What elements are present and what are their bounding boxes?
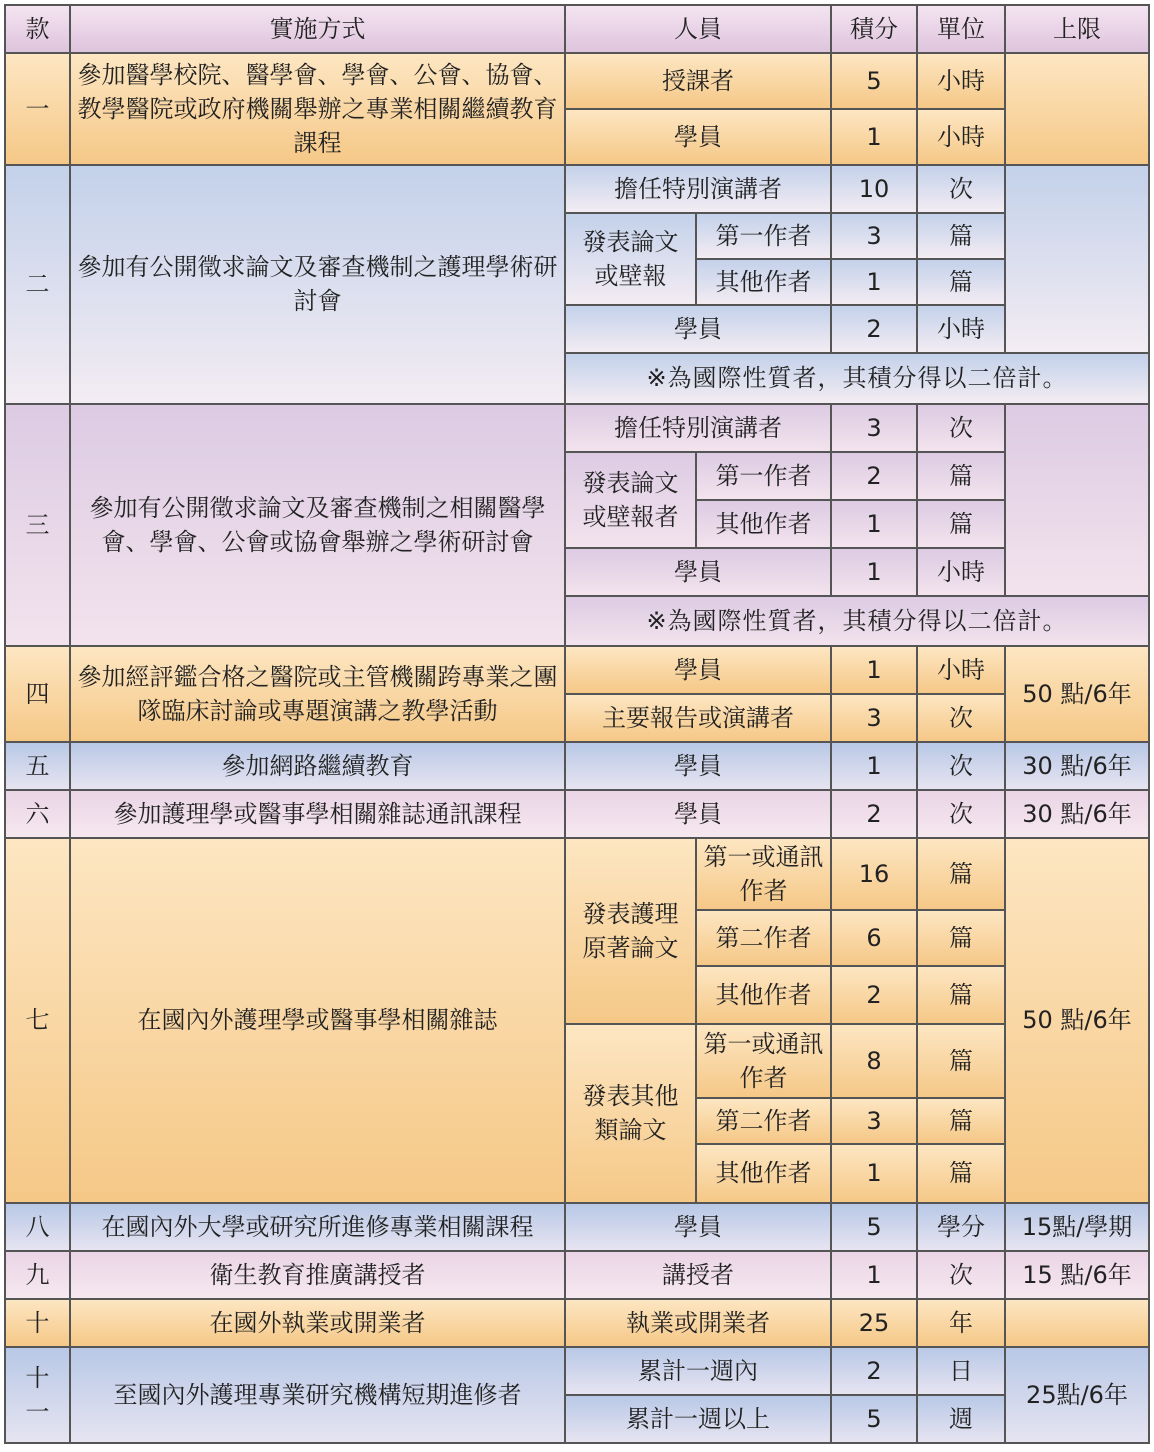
row-unit: 次	[917, 1251, 1005, 1299]
row-limit: 25點/6年	[1005, 1347, 1149, 1443]
row-person: 其他作者	[696, 259, 831, 305]
row-group-label: 發表護理原著論文	[565, 838, 696, 1024]
row-person: 學員	[565, 548, 831, 596]
row-unit: 篇	[917, 1024, 1005, 1098]
table-row	[5, 165, 1149, 213]
header-col-unit: 單位	[917, 5, 1005, 53]
row-number: 九	[5, 1251, 70, 1299]
row-score: 2	[831, 966, 917, 1024]
table-row	[5, 1299, 1149, 1347]
row-unit: 日	[917, 1347, 1005, 1395]
header-col-no: 款	[5, 5, 70, 53]
table-row	[5, 1347, 1149, 1395]
row-unit: 週	[917, 1395, 1005, 1443]
row-score: 5	[831, 1395, 917, 1443]
row-unit: 篇	[917, 838, 1005, 910]
row-score: 6	[831, 910, 917, 966]
row-score: 5	[831, 53, 917, 109]
row-score: 5	[831, 1203, 917, 1251]
row-unit: 篇	[917, 500, 1005, 548]
row-score: 10	[831, 165, 917, 213]
row-unit: 次	[917, 742, 1005, 790]
row-limit	[1005, 165, 1149, 353]
header-col-score: 積分	[831, 5, 917, 53]
header-col-limit: 上限	[1005, 5, 1149, 53]
row-score: 3	[831, 694, 917, 742]
row-score: 2	[831, 305, 917, 353]
row-limit: 15點/學期	[1005, 1203, 1149, 1251]
row-number: 五	[5, 742, 70, 790]
row-person: 授課者	[565, 53, 831, 109]
row-method: 參加護理學或醫事學相關雜誌通訊課程	[70, 790, 565, 838]
row-score: 1	[831, 259, 917, 305]
row-person: 其他作者	[696, 500, 831, 548]
row-score: 25	[831, 1299, 917, 1347]
row-score: 1	[831, 1144, 917, 1202]
row-number: 二	[5, 165, 70, 403]
row-unit: 小時	[917, 548, 1005, 596]
header-col-person: 人員	[565, 5, 831, 53]
row-method: 在國內外護理學或醫事學相關雜誌	[70, 838, 565, 1202]
row-person: 第一或通訊作者	[696, 838, 831, 910]
row-limit: 50 點/6年	[1005, 646, 1149, 742]
row-person: 學員	[565, 742, 831, 790]
row-unit: 次	[917, 790, 1005, 838]
row-person: 擔任特別演講者	[565, 404, 831, 452]
row-score: 1	[831, 548, 917, 596]
row-person: 第一作者	[696, 213, 831, 259]
row-limit: 30 點/6年	[1005, 742, 1149, 790]
credit-table	[4, 4, 1150, 1444]
row-person: 主要報告或演講者	[565, 694, 831, 742]
row-unit: 篇	[917, 1098, 1005, 1144]
row-method: 參加醫學校院、醫學會、學會、公會、協會、教學醫院或政府機關舉辦之專業相關繼續教育課程	[70, 53, 565, 165]
table-row	[5, 1251, 1149, 1299]
row-unit: 小時	[917, 109, 1005, 165]
table-row	[5, 838, 1149, 910]
row-unit: 篇	[917, 259, 1005, 305]
row-score: 3	[831, 213, 917, 259]
row-person: 第二作者	[696, 910, 831, 966]
row-person: 學員	[565, 1203, 831, 1251]
row-unit: 年	[917, 1299, 1005, 1347]
row-unit: 次	[917, 404, 1005, 452]
row-unit: 篇	[917, 910, 1005, 966]
table-row	[5, 742, 1149, 790]
table-row	[5, 53, 1149, 109]
row-person: 其他作者	[696, 966, 831, 1024]
row-number: 四	[5, 646, 70, 742]
row-person: 第二作者	[696, 1098, 831, 1144]
row-score: 3	[831, 404, 917, 452]
table-row	[5, 646, 1149, 694]
row-unit: 小時	[917, 646, 1005, 694]
row-group-label: 發表其他類論文	[565, 1024, 696, 1202]
row-person: 學員	[565, 790, 831, 838]
row-person: 學員	[565, 109, 831, 165]
row-group-label: 發表論文或壁報	[565, 213, 696, 305]
row-note: ※為國際性質者，其積分得以二倍計。	[565, 353, 1149, 403]
row-unit: 小時	[917, 305, 1005, 353]
table-row	[5, 404, 1149, 452]
row-score: 2	[831, 1347, 917, 1395]
row-unit: 小時	[917, 53, 1005, 109]
row-score: 2	[831, 790, 917, 838]
row-person: 執業或開業者	[565, 1299, 831, 1347]
row-person: 學員	[565, 305, 831, 353]
row-limit	[1005, 53, 1149, 165]
row-score: 1	[831, 500, 917, 548]
row-method: 衛生教育推廣講授者	[70, 1251, 565, 1299]
row-limit: 30 點/6年	[1005, 790, 1149, 838]
row-number: 三	[5, 404, 70, 646]
row-number: 六	[5, 790, 70, 838]
row-note: ※為國際性質者，其積分得以二倍計。	[565, 596, 1149, 646]
row-number: 十	[5, 1299, 70, 1347]
row-method: 參加經評鑑合格之醫院或主管機關跨專業之團隊臨床討論或專題演講之教學活動	[70, 646, 565, 742]
row-unit: 次	[917, 694, 1005, 742]
row-person: 第一或通訊作者	[696, 1024, 831, 1098]
row-number: 七	[5, 838, 70, 1202]
row-number: 一	[5, 53, 70, 165]
row-score: 1	[831, 646, 917, 694]
row-person: 擔任特別演講者	[565, 165, 831, 213]
row-score: 16	[831, 838, 917, 910]
row-person: 講授者	[565, 1251, 831, 1299]
row-method: 在國外執業或開業者	[70, 1299, 565, 1347]
row-limit	[1005, 404, 1149, 596]
row-method: 參加網路繼續教育	[70, 742, 565, 790]
row-unit: 篇	[917, 966, 1005, 1024]
row-person: 其他作者	[696, 1144, 831, 1202]
row-number: 八	[5, 1203, 70, 1251]
row-person: 累計一週以上	[565, 1395, 831, 1443]
row-person: 累計一週內	[565, 1347, 831, 1395]
row-method: 至國內外護理專業研究機構短期進修者	[70, 1347, 565, 1443]
row-method: 在國內外大學或研究所進修專業相關課程	[70, 1203, 565, 1251]
row-score: 2	[831, 452, 917, 500]
table-row	[5, 790, 1149, 838]
row-limit: 15 點/6年	[1005, 1251, 1149, 1299]
row-person: 第一作者	[696, 452, 831, 500]
table-row	[5, 1203, 1149, 1251]
row-unit: 學分	[917, 1203, 1005, 1251]
row-score: 3	[831, 1098, 917, 1144]
header-col-method: 實施方式	[70, 5, 565, 53]
row-score: 1	[831, 1251, 917, 1299]
row-limit: 50 點/6年	[1005, 838, 1149, 1202]
row-number: 十一	[5, 1347, 70, 1443]
row-score: 1	[831, 742, 917, 790]
header-row	[5, 5, 1149, 53]
row-person: 學員	[565, 646, 831, 694]
row-method: 參加有公開徵求論文及審查機制之相關醫學會、學會、公會或協會舉辦之學術研討會	[70, 404, 565, 646]
row-unit: 篇	[917, 213, 1005, 259]
row-method: 參加有公開徵求論文及審查機制之護理學術研討會	[70, 165, 565, 403]
row-score: 8	[831, 1024, 917, 1098]
row-unit: 篇	[917, 452, 1005, 500]
row-group-label: 發表論文或壁報者	[565, 452, 696, 548]
row-score: 1	[831, 109, 917, 165]
row-unit: 篇	[917, 1144, 1005, 1202]
row-unit: 次	[917, 165, 1005, 213]
row-limit	[1005, 1299, 1149, 1347]
